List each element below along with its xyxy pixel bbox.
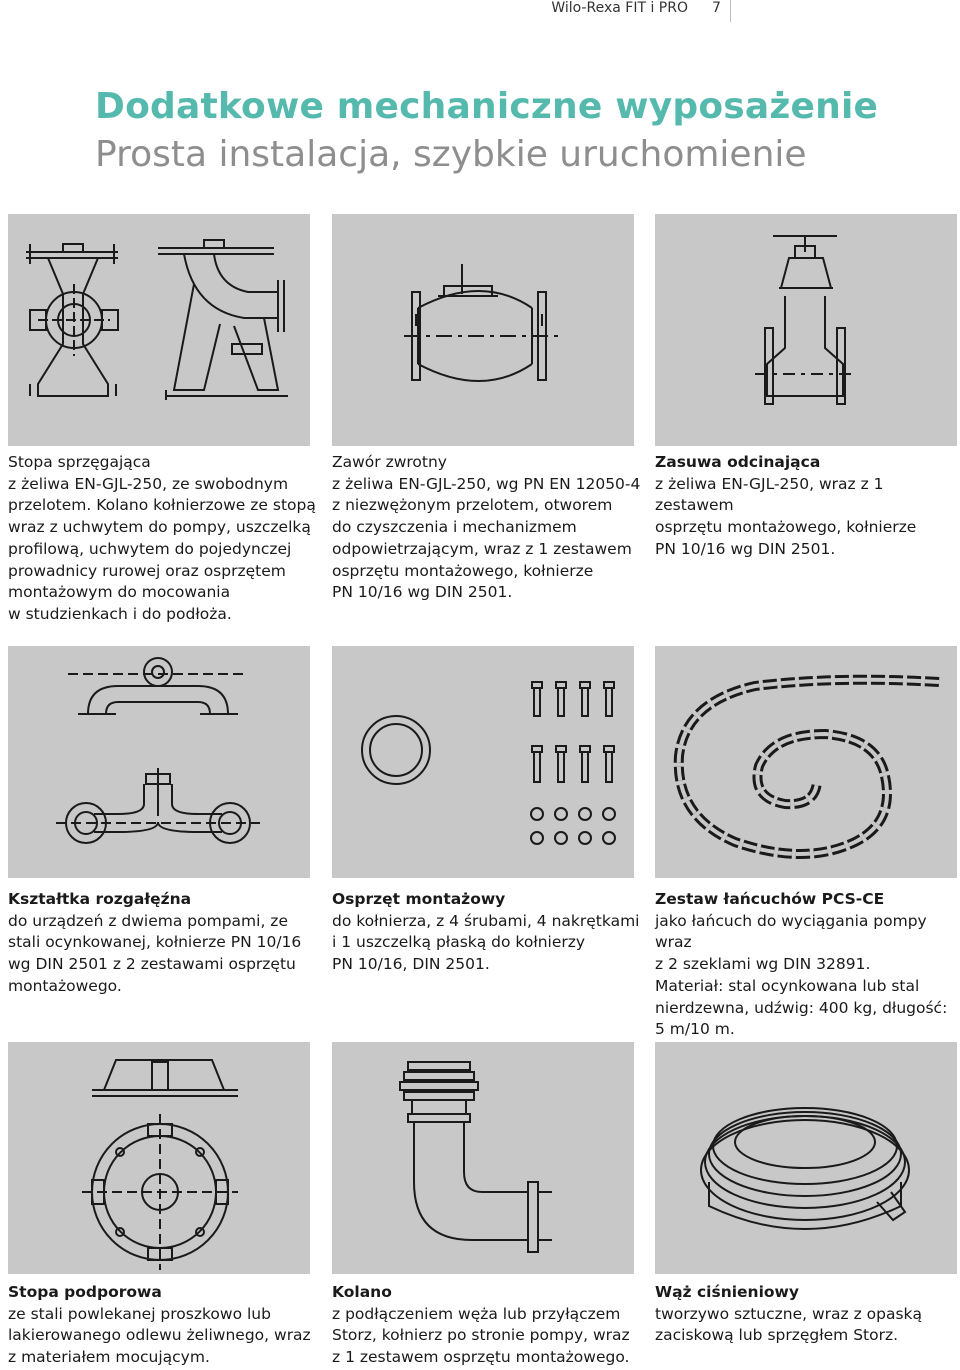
duckfoot-bend-icon (8, 214, 310, 446)
item-heading: Zestaw łańcuchów PCS-CE (655, 890, 885, 908)
support-stand-icon (8, 1042, 310, 1274)
caption-chain-set (655, 889, 960, 1041)
elbow-icon (332, 1042, 634, 1274)
branch-fitting-icon (8, 646, 310, 878)
tile-support-stand (8, 1042, 310, 1274)
bolts-nuts-gasket-icon (332, 646, 634, 878)
check-valve-icon (332, 214, 634, 446)
item-description: do kołnierza, z 4 śrubami, 4 nakrętkami i 1 uszczelką płaską do kołnierzy PN 10/16, DIN 2501. (332, 911, 640, 974)
item-description: tworzywo sztuczne, wraz z opaską zaciskową lub sprzęgłem Storz. (655, 1304, 923, 1345)
page-title: Dodatkowe mechaniczne wyposażenie (95, 86, 879, 127)
chain-icon (655, 646, 957, 878)
page-subtitle: Prosta instalacja, szybkie uruchomienie (95, 134, 807, 175)
tile-chain-set (655, 646, 957, 878)
tile-gate-valve (655, 214, 957, 446)
item-heading: Kształtka rozgałęźna (8, 890, 192, 908)
tile-duckfoot-bend (8, 214, 310, 446)
item-description: z żeliwa EN-GJL-250, wraz z 1 zestawem osprzętu montażowego, kołnierze PN 10/16 wg DIN 2501. (655, 474, 917, 558)
item-heading: Osprzęt montażowy (332, 890, 506, 908)
tile-elbow (332, 1042, 634, 1274)
item-description: do urządzeń z dwiema pompami, ze stali ocynkowanej, kołnierze PN 10/16 wg DIN 2501 z 2 zestawami osprzętu montażowego. (8, 911, 302, 995)
tile-mounting-kit (332, 646, 634, 878)
item-heading: Kolano (332, 1283, 392, 1301)
item-heading: Wąż ciśnieniowy (655, 1283, 799, 1301)
item-heading: Stopa podporowa (8, 1283, 162, 1301)
item-heading: Zasuwa odcinająca (655, 453, 821, 471)
document-name: Wilo-Rexa FIT i PRO (551, 0, 688, 16)
caption-gate-valve (655, 452, 960, 561)
item-description: z podłączeniem węża lub przyłączem Storz, kołnierz po stronie pompy, wraz z 1 zestawem osprzętu montażowego. (332, 1304, 630, 1367)
caption-pressure-hose (655, 1282, 960, 1347)
tile-check-valve (332, 214, 634, 446)
item-description: z żeliwa EN-GJL-250, ze swobodnym przelotem. Kolano kołnierzowe ze stopą wraz z uchwytem do pompy, uszczelką profilową, uchwytem do pojedynczej prowadnicy rurowej oraz osprzętem montażowym do mocowania w studzienkach i do podłoża. (8, 474, 316, 623)
page-number: 7 (712, 0, 721, 16)
page-header (0, 0, 960, 22)
item-heading: Stopa sprzęgająca (8, 453, 151, 471)
caption-mounting-kit (332, 889, 652, 976)
item-description: z żeliwa EN-GJL-250, wg PN EN 12050-4 z niezwężonym przelotem, otworem do czyszczenia i mechanizmem odpowietrzającym, wraz z 1 zestawem osprzętu montażowego, kołnierze PN 10/16 wg DIN 2501. (332, 474, 641, 602)
item-heading: Zawór zwrotny (332, 453, 447, 471)
caption-support-stand (8, 1282, 318, 1369)
gate-valve-icon (655, 214, 957, 446)
tile-branch-fitting (8, 646, 310, 878)
caption-branch-fitting (8, 889, 318, 998)
caption-check-valve (332, 452, 652, 604)
tile-pressure-hose (655, 1042, 957, 1274)
item-description: ze stali powlekanej proszkowo lub lakierowanego odlewu żeliwnego, wraz z materiałem mocującym. (8, 1304, 311, 1367)
item-description: jako łańcuch do wyciągania pompy wraz z 2 szeklami wg DIN 32891. Materiał: stal ocynkowana lub stal nierdzewna, udźwig: 400 kg, długość: 5 m/10 m. (655, 911, 948, 1039)
caption-elbow (332, 1282, 652, 1369)
header-divider (730, 0, 731, 22)
caption-duckfoot-bend (8, 452, 318, 626)
pressure-hose-icon (655, 1042, 957, 1274)
